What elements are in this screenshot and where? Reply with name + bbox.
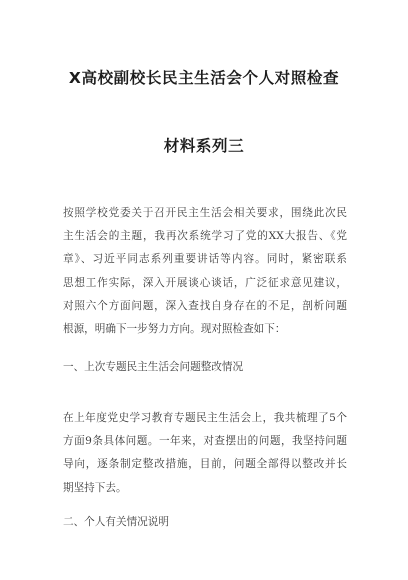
intro-line: 章》、习近平同志系列重要讲话等内容。同时，紧密联系 (63, 253, 347, 266)
intro-line: 主生活会的主题，我再次系统学习了党的XX大报告、《党 (63, 230, 347, 243)
intro-line: 思想工作实际，深入开展谈心谈话，广泛征求意见建议， (63, 276, 347, 289)
intro-line: 对照六个方面问题，深入查找自身存在的不足，剖析问题 (63, 299, 347, 312)
document-title-line-1: X高校副校长民主生活会个人对照检查 (68, 69, 340, 87)
intro-line: 根源，明确下一步努力方向。现对照检查如下： (63, 322, 286, 335)
section-1-line: 方面9条具体问题。一年来，对查摆出的问题，我坚持问题 (63, 435, 347, 448)
section-2-heading: 二、个人有关情况说明 (63, 516, 169, 528)
intro-line: 按照学校党委关于召开民主生活会相关要求，围绕此次民 (63, 207, 347, 219)
document-title-line-2: 材料系列三 (163, 137, 245, 155)
section-1-heading: 一、上次专题民主生活会问题整改情况 (63, 361, 244, 373)
section-1-line: 导向，逐条制定整改措施，目前，问题全部得以整改并长 (63, 458, 347, 471)
section-1-line: 在上年度党史学习教育专题民主生活会上，我共梳理了5个 (63, 412, 347, 424)
section-1-paragraph (63, 407, 347, 500)
section-1-line: 期坚持下去。 (63, 481, 127, 494)
intro-paragraph (63, 202, 347, 341)
